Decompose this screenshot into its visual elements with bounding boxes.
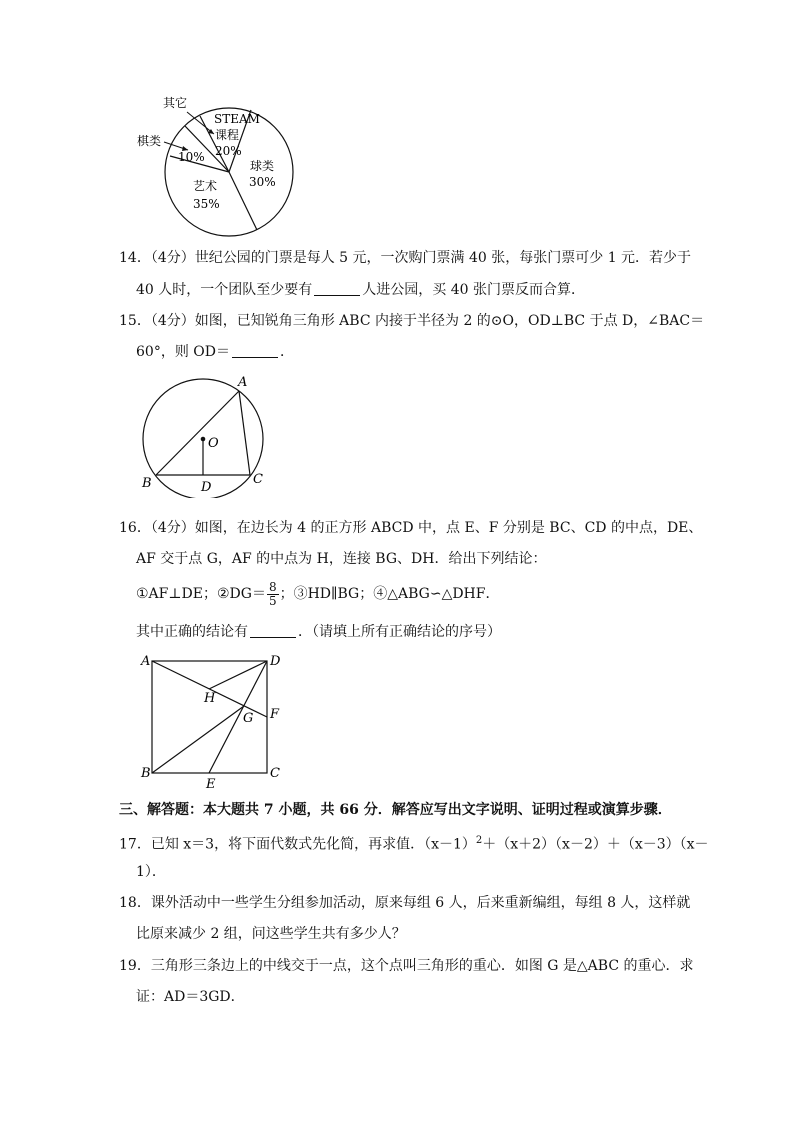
q16-line2: AF 交于点 G，AF 的中点为 H，连接 BG、DH．给出下列结论： bbox=[136, 551, 547, 567]
segment-ac bbox=[239, 391, 250, 475]
q15-line2-start: 60°，则 OD＝ bbox=[136, 344, 230, 360]
label-f: F bbox=[270, 707, 280, 722]
q16-conclusion-end: ；③HD∥BG；④△ABG∽△DHF． bbox=[279, 586, 500, 602]
point-o bbox=[201, 437, 206, 442]
segment-bg bbox=[152, 706, 244, 773]
label-a: A bbox=[238, 375, 248, 390]
label-c: C bbox=[253, 472, 263, 487]
pie-label-ball: 球类 bbox=[250, 159, 275, 173]
q16-answer-blank[interactable] bbox=[250, 623, 296, 638]
pie-chart-figure bbox=[130, 90, 310, 240]
q14-line2-start: 40 人时，一个团队至少要有 bbox=[136, 282, 313, 298]
label-h: H bbox=[204, 691, 216, 706]
section-3-heading: 三、解答题：本大题共 7 小题，共 66 分．解答应写出文字说明、证明过程或演算步骤． bbox=[119, 802, 672, 818]
label-d: D bbox=[270, 654, 281, 669]
label-e: E bbox=[206, 777, 216, 792]
circle-triangle-figure bbox=[130, 372, 280, 498]
q16-conclusion-start: ①AF⊥DE；②DG＝ bbox=[136, 586, 266, 602]
label-b: B bbox=[141, 766, 151, 781]
q17-line1-start: 17．已知 x＝3，将下面代数式先化简，再求值．（x－1） bbox=[119, 836, 476, 853]
segment-dh bbox=[209, 661, 267, 689]
pie-label-steam-course: 课程 bbox=[215, 128, 240, 142]
q17-line1 bbox=[119, 831, 709, 855]
pie-label-art: 艺术 bbox=[193, 179, 218, 193]
q18-line2: 比原来减少 2 组，问这些学生共有多少人？ bbox=[136, 926, 406, 942]
q19-line2: 证：AD＝3GD． bbox=[136, 989, 245, 1005]
pie-label-steam: STEAM bbox=[214, 112, 260, 126]
q17-line1-end: ＋（x＋2）（x－2）＋（x－3）（x－ bbox=[482, 836, 709, 853]
q15-line2-end: ． bbox=[279, 344, 294, 360]
q15-line2 bbox=[136, 342, 294, 362]
q14-line2 bbox=[136, 280, 585, 300]
q16-conclusions bbox=[136, 580, 499, 608]
q14-line1: 14．（4分）世纪公园的门票是每人 5 元，一次购门票满 40 张，每张门票可少 1 元．若少于 bbox=[119, 250, 692, 266]
square-figure bbox=[136, 650, 296, 792]
pie-label-ball-pct: 30% bbox=[249, 175, 276, 189]
q16-line4-start: 其中正确的结论有 bbox=[136, 624, 248, 640]
q15-answer-blank[interactable] bbox=[232, 343, 278, 358]
q17-exponent: 2 bbox=[475, 835, 483, 846]
q16-line1: 16．（4分）如图，在边长为 4 的正方形 ABCD 中，点 E、F 分别是 BC、CD 的中点，DE、 bbox=[119, 520, 703, 536]
q14-answer-blank[interactable] bbox=[314, 281, 360, 296]
q19-line1: 19．三角形三条边上的中线交于一点，这个点叫三角形的重心．如图 G 是△ABC 的重心．求 bbox=[119, 958, 694, 974]
label-b: B bbox=[142, 476, 152, 491]
label-d: D bbox=[201, 480, 212, 495]
q15-line1: 15．（4分）如图，已知锐角三角形 ABC 内接于半径为 2 的⊙O，OD⊥BC 于点 D，∠BAC＝ bbox=[119, 313, 705, 329]
label-a: A bbox=[141, 654, 151, 669]
pie-label-chess: 棋类 bbox=[137, 134, 162, 148]
pie-label-steam-pct: 20% bbox=[215, 144, 242, 158]
segment-ab bbox=[156, 391, 239, 475]
q16-line4 bbox=[136, 622, 501, 642]
pie-label-other: 其它 bbox=[163, 96, 188, 110]
label-c: C bbox=[270, 766, 280, 781]
segment-de bbox=[209, 661, 267, 773]
label-o: O bbox=[208, 436, 219, 451]
q18-line1: 18．课外活动中一些学生分组参加活动，原来每组 6 人，后来重新编组，每组 8 人，这样就 bbox=[119, 895, 691, 911]
fraction-8-5: $\frac{8}{5}$ bbox=[268, 579, 277, 608]
pie-label-chess-pct: 10% bbox=[178, 150, 205, 164]
pie-label-art-pct: 35% bbox=[193, 197, 220, 211]
q14-line2-end: 人进公园，买 40 张门票反而合算． bbox=[362, 282, 585, 298]
label-g: G bbox=[243, 711, 254, 726]
q16-line4-end: ．（请填上所有正确结论的序号） bbox=[298, 624, 501, 640]
q17-line2: 1）． bbox=[136, 864, 166, 880]
